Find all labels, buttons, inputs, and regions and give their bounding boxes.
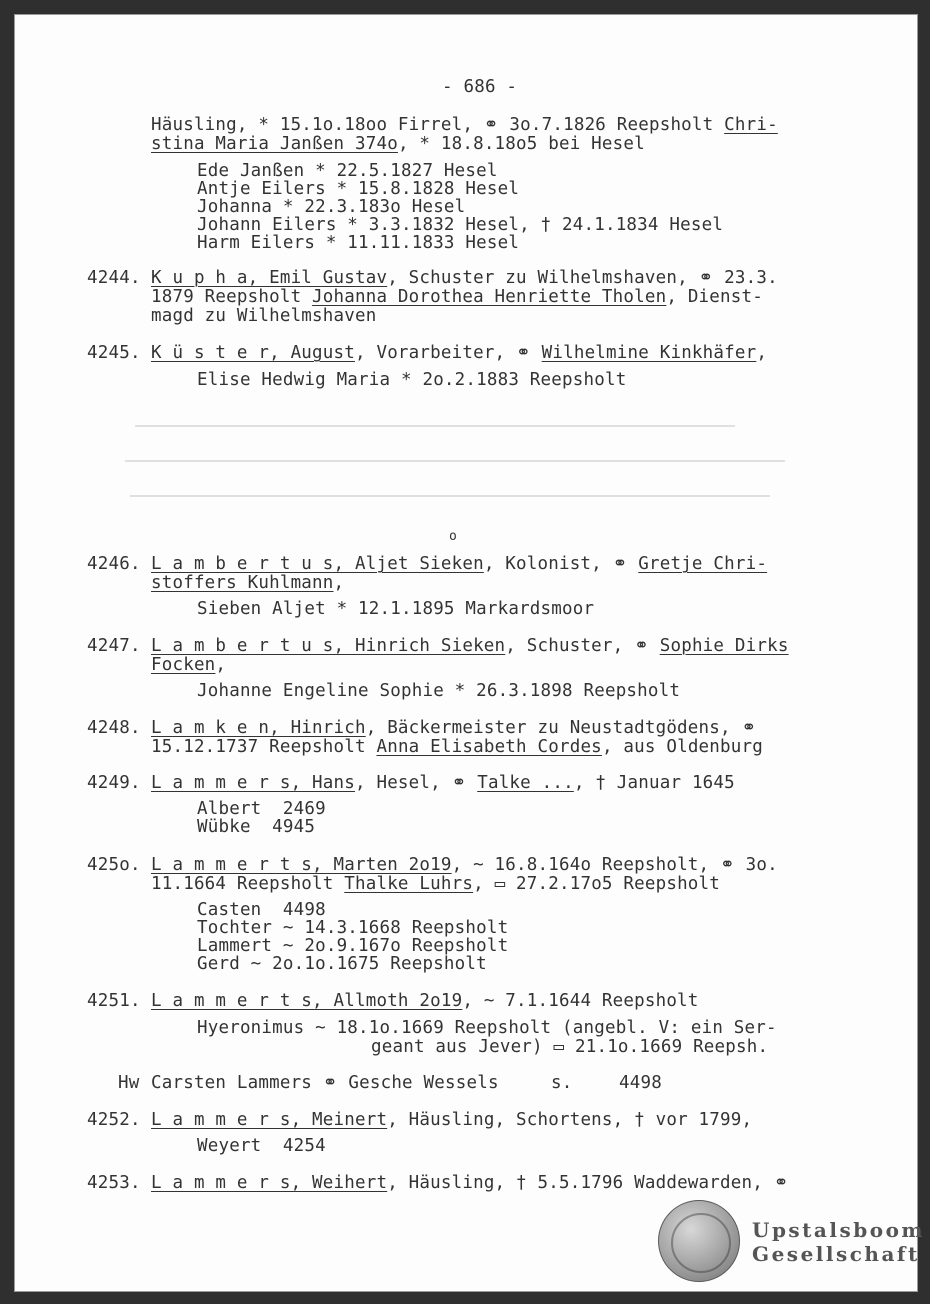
spouse-name: Thalke Luhrs: [344, 874, 474, 894]
entry-text: , Häusling, Schortens, † vor 1799,: [387, 1110, 753, 1130]
person-name: L a m k e n, Hinrich: [151, 718, 366, 738]
child-line: Hyeronimus ~ 18.1o.1669 Reepsholt (angebl. V: ein Ser-: [197, 1018, 777, 1038]
upstalsboom-logo: [658, 1200, 926, 1282]
child-line: Johann Eilers * 3.3.1832 Hesel, † 24.1.1834 Hesel: [197, 215, 724, 235]
entry-text: , Häusling, † 5.5.1796 Waddewarden, ⚭: [387, 1173, 789, 1193]
person-name: L a m m e r t s, Marten 2o19: [151, 855, 452, 875]
bleed-through-mark: [135, 425, 735, 427]
entry-text: , ▭ 27.2.17o5 Reepsholt: [473, 874, 721, 894]
seal-icon: [658, 1200, 740, 1282]
child-line: Elise Hedwig Maria * 2o.2.1883 Reepsholt: [197, 370, 627, 390]
spouse-name: Gretje Chri-: [638, 554, 768, 574]
entry-text: ,: [333, 573, 345, 593]
entry-line: [151, 636, 789, 656]
entry-text: , Vorarbeiter, ⚭: [354, 343, 542, 363]
entry-text: Häusling, * 15.1o.18oo Firrel, ⚭ 3o.7.1826 Reepsholt: [151, 115, 725, 135]
entry-line: [151, 991, 699, 1011]
person-name: L a m m e r s, Hans: [151, 773, 355, 793]
spouse-name: Anna Elisabeth Cordes: [376, 737, 602, 757]
person-name: L a m m e r s, Weihert: [151, 1173, 388, 1193]
entry-line: [151, 268, 778, 288]
entry-number: 4244.: [87, 268, 141, 288]
child-line: Ede Janßen * 22.5.1827 Hesel: [197, 161, 498, 181]
entry-number: 4253.: [87, 1173, 141, 1193]
stray-mark: o: [449, 529, 458, 544]
entry-number: 4251.: [87, 991, 141, 1011]
entry-line: [151, 855, 778, 875]
entry-number: 4252.: [87, 1110, 141, 1130]
entry-line: [151, 1173, 789, 1193]
child-line: Antje Eilers * 15.8.1828 Hesel: [197, 179, 520, 199]
document-page: [14, 14, 918, 1292]
entry-line: [151, 737, 763, 757]
entry-text: 11.1664 Reepsholt: [151, 874, 345, 894]
logo-line-1: Upstalsboom: [752, 1218, 926, 1242]
entry-text: 15.12.1737 Reepsholt: [151, 737, 377, 757]
child-line: Harm Eilers * 11.11.1833 Hesel: [197, 233, 520, 253]
child-line: Johanne Engeline Sophie * 26.3.1898 Reepsholt: [197, 681, 681, 701]
hw-text: Carsten Lammers ⚭ Gesche Wessels: [151, 1073, 499, 1093]
entry-number: 4245.: [87, 343, 141, 363]
entry-text: ,: [756, 343, 768, 363]
entry-text: , Kolonist, ⚭: [483, 554, 639, 574]
entry-number: 4248.: [87, 718, 141, 738]
spouse-name: Chri-: [724, 115, 778, 135]
bleed-through-mark: [130, 495, 770, 497]
child-line: Tochter ~ 14.3.1668 Reepsholt: [197, 918, 509, 938]
person-name: K u p h a, Emil Gustav: [151, 268, 388, 288]
entry-text: , Hesel, ⚭: [354, 773, 478, 793]
entry-line: [151, 1110, 752, 1130]
hw-number: 4498: [619, 1073, 662, 1093]
spouse-name: Focken: [151, 655, 216, 675]
person-name: L a m m e r s, Meinert: [151, 1110, 388, 1130]
entry-text: , * 18.8.18o5 bei Hesel: [397, 134, 645, 154]
entry-text: , ~ 16.8.164o Reepsholt, ⚭ 3o.: [451, 855, 778, 875]
person-name: L a m b e r t u s, Hinrich Sieken: [151, 636, 506, 656]
entry-number: 4247.: [87, 636, 141, 656]
child-line: geant aus Jever) ▭ 21.1o.1669 Reepsh.: [371, 1037, 769, 1057]
entry-text: , aus Oldenburg: [601, 737, 763, 757]
entry-text: , Schuster zu Wilhelmshaven, ⚭ 23.3.: [387, 268, 778, 288]
entry-number: 425o.: [87, 855, 141, 875]
child-line: Gerd ~ 2o.1o.1675 Reepsholt: [197, 954, 487, 974]
child-line: Casten 4498: [197, 900, 326, 920]
entry-line: [151, 343, 767, 363]
entry-line: magd zu Wilhelmshaven: [151, 306, 377, 326]
entry-text: ,: [215, 655, 227, 675]
spouse-name: Wilhelmine Kinkhäfer: [541, 343, 757, 363]
spouse-name: stina Maria Janßen 374o: [151, 134, 398, 154]
page-number: - 686 -: [442, 77, 518, 97]
spouse-name: stoffers Kuhlmann: [151, 573, 334, 593]
entry-line: [151, 573, 344, 593]
child-line: Wübke 4945: [197, 817, 316, 837]
logo-line-2: Gesellschaft: [752, 1242, 920, 1266]
person-name: L a m m e r t s, Allmoth 2o19: [151, 991, 463, 1011]
entry-text: , Bäckermeister zu Neustadtgödens, ⚭: [365, 718, 757, 738]
entry-line: [151, 874, 720, 894]
hw-ref: s.: [551, 1073, 573, 1093]
spouse-name: Sophie Dirks: [659, 636, 789, 656]
entry-text: , Schuster, ⚭: [505, 636, 660, 656]
entry-text: , † Januar 1645: [573, 773, 735, 793]
entry-line: [151, 287, 763, 307]
entry-line: [151, 773, 735, 793]
entry-line: [151, 115, 778, 135]
person-name: K ü s t e r, August: [151, 343, 355, 363]
entry-number: 4249.: [87, 773, 141, 793]
person-name: L a m b e r t u s, Aljet Sieken: [151, 554, 484, 574]
entry-text: 1879 Reepsholt: [151, 287, 313, 307]
entry-line: [151, 718, 756, 738]
bleed-through-mark: [125, 460, 785, 462]
spouse-name: Johanna Dorothea Henriette Tholen: [312, 287, 667, 307]
child-line: Albert 2469: [197, 799, 326, 819]
spouse-name: Talke ...: [477, 773, 574, 793]
entry-line: [151, 134, 645, 154]
seal-inner-ring: [671, 1213, 731, 1273]
child-line: Weyert 4254: [197, 1136, 326, 1156]
entry-line: [151, 655, 226, 675]
child-line: Lammert ~ 2o.9.167o Reepsholt: [197, 936, 509, 956]
entry-line: [151, 554, 767, 574]
hw-label: Hw: [118, 1073, 140, 1093]
entry-text: , Dienst-: [666, 287, 763, 307]
child-line: Sieben Aljet * 12.1.1895 Markardsmoor: [197, 599, 595, 619]
child-line: Johanna * 22.3.183o Hesel: [197, 197, 466, 217]
entry-number: 4246.: [87, 554, 141, 574]
entry-text: , ~ 7.1.1644 Reepsholt: [462, 991, 699, 1011]
